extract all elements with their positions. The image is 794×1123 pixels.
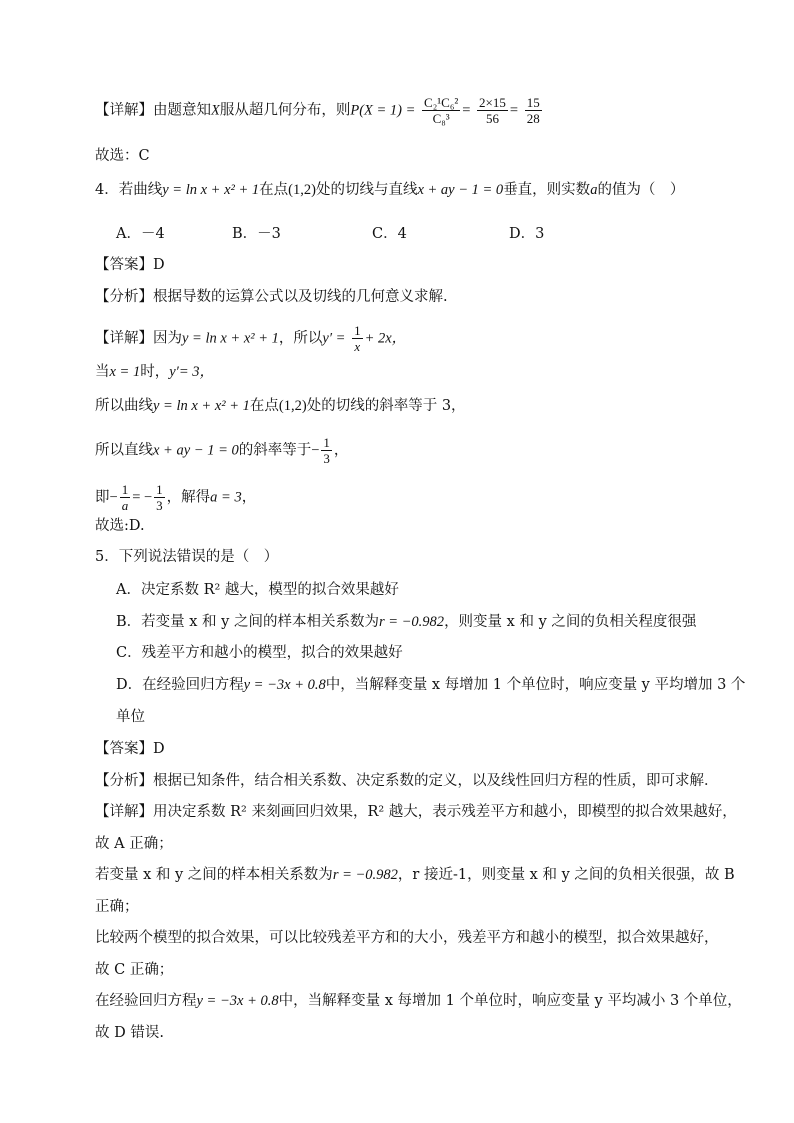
- q4-detail-1: 【详解】因为y = ln x + x² + 1，所以y′ = $\frac{1}{x}$ + 2x，: [95, 323, 407, 354]
- q4-option-d: D．3: [509, 226, 545, 242]
- fraction: $\frac{1}{3}$: [323, 435, 330, 466]
- q5-answer: 【答案】D: [95, 741, 165, 757]
- fraction: $\frac{15}{28}$: [526, 95, 540, 126]
- q4-detail-4: 所以直线x + ay − 1 = 0的斜率等于− $\frac{1}{3}$ ，: [95, 435, 349, 466]
- text: 由题意知: [153, 102, 211, 119]
- q3-choice: 故选：C: [95, 148, 150, 164]
- fraction: $\frac{1}{a}$: [121, 482, 129, 513]
- q5-detail-8: 故 D 错误.: [95, 1025, 164, 1041]
- q5-option-b: B．若变量 x 和 y 之间的样本相关系数为r = −0.982，则变量 x 和 y 之间的负相关程度很强: [116, 614, 697, 630]
- detail-tag: 【详解】: [95, 102, 153, 119]
- math: X: [211, 102, 220, 119]
- q5-stem: 5．下列说法错误的是（ ）: [95, 549, 279, 565]
- q4-detail-2: 当x = 1时，y′= 3，: [95, 364, 215, 380]
- text: 服从超几何分布，则: [219, 102, 351, 119]
- q5-detail-4: 正确；: [95, 899, 139, 915]
- fraction: $\frac{2\times 15}{56}$: [479, 95, 506, 126]
- q3-detail-line: 【详解】由题意知X服从超几何分布，则P(X = 1) = $\frac{\text{C₂¹C₆²}}{\text{C₈³}}$ = $\frac{2\times 15}{56}$ = $\frac{15}{28}$: [95, 95, 540, 126]
- q5-option-c: C．残差平方和越小的模型，拟合的效果越好: [116, 645, 403, 661]
- q4-detail-3: 所以曲线y = ln x + x² + 1在点(1,2)处的切线的斜率等于 3，: [95, 398, 466, 414]
- q4-analysis: 【分析】根据导数的运算公式以及切线的几何意义求解.: [95, 289, 448, 305]
- q5-detail-3: 若变量 x 和 y 之间的样本相关系数为r = −0.982，r 接近-1，则变量 x 和 y 之间的负相关很强，故 B: [95, 867, 735, 883]
- q5-detail-7: 在经验回归方程y = −3x + 0.8中，当解释变量 x 每增加 1 个单位时，响应变量 y 平均减小 3 个单位，: [95, 993, 742, 1009]
- q4-stem: 4．若曲线y = ln x + x² + 1在点(1,2)处的切线与直线x + ay − 1 = 0垂直，则实数a的值为（ ）: [95, 182, 685, 198]
- q4-choice: 故选:D.: [95, 518, 145, 534]
- q5-detail-6: 故 C 正确；: [95, 962, 174, 978]
- q4-option-b: B．－3: [232, 226, 281, 242]
- q5-option-d: D．在经验回归方程y = −3x + 0.8中，当解释变量 x 每增加 1 个单位时，响应变量 y 平均增加 3 个: [116, 677, 746, 693]
- q4-option-c: C．4: [372, 226, 407, 242]
- math: P(X = 1) =: [350, 102, 416, 119]
- q4-answer: 【答案】D: [95, 257, 165, 273]
- q5-detail-5: 比较两个模型的拟合效果，可以比较残差平方和的大小，残差平方和越小的模型，拟合效果越好，: [95, 930, 719, 946]
- fraction: $\frac{1}{x}$: [354, 323, 361, 354]
- q5-option-a: A．决定系数 R² 越大，模型的拟合效果越好: [116, 582, 399, 598]
- q5-detail-2: 故 A 正确；: [95, 836, 173, 852]
- fraction: $\frac{\text{C₂¹C₆²}}{\text{C₈³}}$: [424, 95, 459, 126]
- q4-detail-5: 即− $\frac{1}{a}$ = − $\frac{1}{3}$ ，解得a = 3，: [95, 482, 257, 513]
- q4-option-a: A．－4: [116, 226, 165, 242]
- q5-analysis: 【分析】根据已知条件，结合相关系数、决定系数的定义，以及线性回归方程的性质，即可求解．: [95, 773, 719, 789]
- q5-option-d-cont: 单位: [116, 709, 145, 725]
- q5-detail-1: 【详解】用决定系数 R² 来刻画回归效果，R² 越大，表示残差平方和越小，即模型的拟合效果越好，: [95, 804, 737, 820]
- fraction: $\frac{1}{3}$: [156, 482, 163, 513]
